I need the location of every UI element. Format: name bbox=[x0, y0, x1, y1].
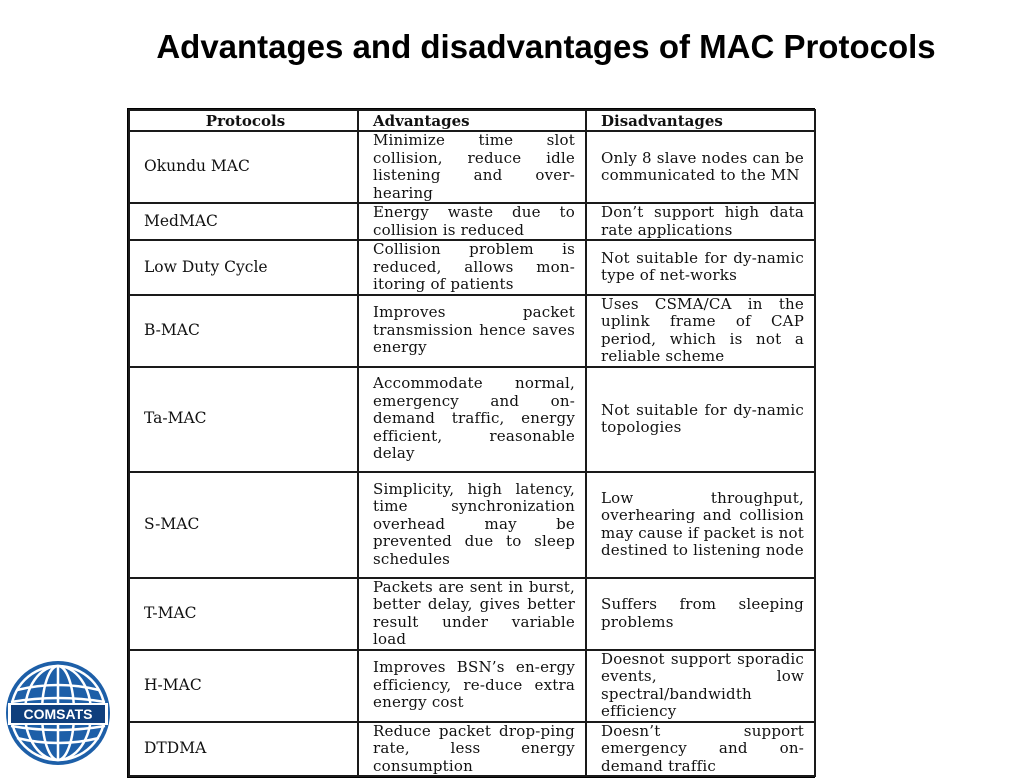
slide-title: Advantages and disadvantages of MAC Protocols bbox=[156, 28, 936, 65]
advantages-cell: Simplicity, high latency, time synchronization overhead may be prevented due to sleep schedules bbox=[358, 472, 586, 578]
disadvantages-cell: Only 8 slave nodes can be communicated to the MN bbox=[586, 131, 815, 203]
protocol-cell: H-MAC bbox=[129, 650, 358, 722]
table-header-row bbox=[129, 110, 815, 131]
advantages-cell: Minimize time slot collision, reduce idle listening and over-hearing bbox=[358, 131, 586, 203]
advantages-cell: Improves BSN’s en-ergy efficiency, re-duce extra energy cost bbox=[358, 650, 586, 722]
disadvantages-cell: Doesn’t support emergency and on-demand traffic bbox=[586, 722, 815, 777]
protocol-cell: B-MAC bbox=[129, 295, 358, 367]
header-protocols: Protocols bbox=[129, 110, 358, 131]
table-row bbox=[129, 578, 815, 650]
advantages-cell: Accommodate normal, emergency and on-demand traffic, energy efficient, reasonable delay bbox=[358, 367, 586, 472]
advantages-cell: Improves packet transmission hence saves energy bbox=[358, 295, 586, 367]
disadvantages-cell: Not suitable for dy-namic type of net-works bbox=[586, 240, 815, 295]
protocol-cell: Okundu MAC bbox=[129, 131, 358, 203]
disadvantages-cell: Don’t support high data rate applications bbox=[586, 203, 815, 240]
table-row bbox=[129, 367, 815, 472]
logo-text: COMSATS bbox=[23, 706, 93, 722]
protocol-cell: DTDMA bbox=[129, 722, 358, 777]
table-row bbox=[129, 131, 815, 203]
protocol-cell: Ta-MAC bbox=[129, 367, 358, 472]
advantages-cell: Reduce packet drop-ping rate, less energy consumption bbox=[358, 722, 586, 777]
table-row bbox=[129, 650, 815, 722]
table-row bbox=[129, 472, 815, 578]
protocol-cell: T-MAC bbox=[129, 578, 358, 650]
table-row bbox=[129, 240, 815, 295]
header-disadvantages: Disadvantages bbox=[586, 110, 815, 131]
disadvantages-cell: Uses CSMA/CA in the uplink frame of CAP period, which is not a reliable scheme bbox=[586, 295, 815, 367]
disadvantages-cell: Low throughput, overhearing and collision may cause if packet is not destined to listening node bbox=[586, 472, 815, 578]
comsats-logo bbox=[5, 660, 111, 766]
protocol-cell: MedMAC bbox=[129, 203, 358, 240]
protocol-cell: Low Duty Cycle bbox=[129, 240, 358, 295]
table-row bbox=[129, 295, 815, 367]
protocol-cell: S-MAC bbox=[129, 472, 358, 578]
advantages-cell: Collision problem is reduced, allows mon-itoring of patients bbox=[358, 240, 586, 295]
disadvantages-cell: Not suitable for dy-namic topologies bbox=[586, 367, 815, 472]
disadvantages-cell: Suffers from sleeping problems bbox=[586, 578, 815, 650]
advantages-cell: Energy waste due to collision is reduced bbox=[358, 203, 586, 240]
mac-protocols-table-wrapper bbox=[127, 108, 815, 778]
disadvantages-cell: Doesnot support sporadic events, low spectral/bandwidth efficiency bbox=[586, 650, 815, 722]
table-row bbox=[129, 203, 815, 240]
header-advantages: Advantages bbox=[358, 110, 586, 131]
advantages-cell: Packets are sent in burst, better delay, gives better result under variable load bbox=[358, 578, 586, 650]
mac-protocols-table bbox=[128, 109, 816, 777]
comsats-globe-icon bbox=[5, 660, 111, 766]
